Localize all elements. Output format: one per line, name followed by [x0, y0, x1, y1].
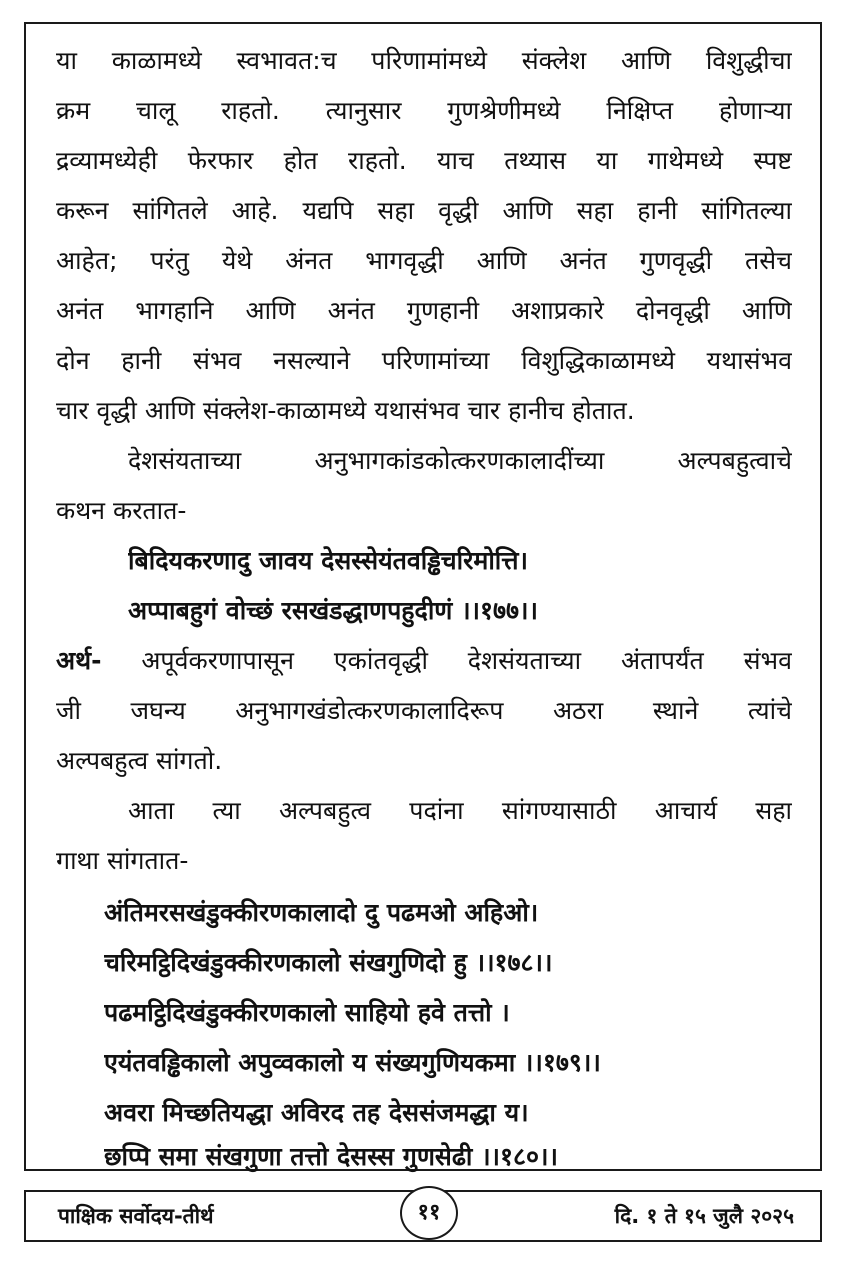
- verse-line: अप्पाबहुगं वोच्छं रसखंडद्धाणपहुदीणं ।।१७७।।: [128, 596, 538, 625]
- body-line: चार वृद्धी आणि संक्लेश-काळामध्ये यथासंभव चार हानीच होतात.: [56, 396, 635, 425]
- meaning-label: अर्थ-: [56, 646, 102, 675]
- body-line: दोन हानी संभव नसल्याने परिणामांच्या विशुद्धिकाळामध्ये यथासंभव: [56, 346, 792, 375]
- verse-line: पढमट्ठिदिखंडुक्कीरणकालो साहियो हवे तत्तो ।: [104, 998, 510, 1027]
- body-line: कथन करतात-: [56, 496, 187, 525]
- body-line: द्रव्यामध्येही फेरफार होत राहतो. याच तथ्यास या गाथेमध्ये स्पष्ट: [56, 146, 792, 175]
- meaning-line: [56, 636, 792, 686]
- verse-line: बिदियकरणादु जावय देसस्सेयंतवड्ढिचरिमोत्ति।: [128, 546, 529, 575]
- body-line: गाथा सांगतात-: [56, 846, 189, 875]
- page-frame: [24, 22, 822, 1171]
- body-line: आहेत; परंतु येथे अंनत भागवृद्धी आणि अनंत गुणवृद्धी तसेच: [56, 246, 792, 275]
- footer: [24, 1190, 822, 1242]
- verse-line: चरिमट्ठिदिखंडुक्कीरणकालो संखगुणिदो हु ।।१७८।।: [104, 948, 553, 977]
- body-line: या काळामध्ये स्वभावत:च परिणामांमध्ये संक्लेश आणि विशुद्धीचा: [56, 46, 792, 75]
- verse-line: छप्पि समा संखगुणा तत्तो देसस्स गुणसेढी ।।१८०।।: [104, 1142, 558, 1171]
- issue-date: दि. १ ते १५ जुलै २०२५: [614, 1204, 794, 1228]
- verse-line: एयंतवड्ढिकालो अपुव्वकालो य संख्यगुणियकमा ।।१७९।।: [104, 1048, 601, 1077]
- body-line: आता त्या अल्पबहुत्व पदांना सांगण्यासाठी आचार्य सहा: [128, 796, 792, 825]
- body-line: देशसंयताच्या अनुभागकांडकोत्करणकालादींच्या अल्पबहुत्वाचे: [128, 446, 792, 475]
- body-line: अनंत भागहानि आणि अनंत गुणहानी अशाप्रकारे दोनवृद्धी आणि: [56, 296, 792, 325]
- body-line: करून सांगितले आहे. यद्यपि सहा वृद्धी आणि सहा हानी सांगितल्या: [56, 196, 792, 225]
- publication-title: पाक्षिक सर्वोदय-तीर्थ: [58, 1204, 214, 1228]
- page-number: ११: [400, 1186, 458, 1240]
- body-line: अल्पबहुत्व सांगतो.: [56, 746, 223, 775]
- body-line: जी जघन्य अनुभागखंडोत्करणकालादिरूप अठरा स्थाने त्यांचे: [56, 696, 792, 725]
- body-line: क्रम चालू राहतो. त्यानुसार गुणश्रेणीमध्ये निक्षिप्त होणाऱ्या: [56, 96, 792, 125]
- verse-line: अवरा मिच्छतियद्धा अविरद तह देससंजमद्धा य।: [104, 1098, 529, 1127]
- meaning-text: अपूर्वकरणापासून एकांतवृद्धी देशसंयताच्या अंतापर्यंत संभव: [141, 646, 792, 675]
- verse-line: अंतिमरसखंडुक्कीरणकालादो दु पढमओ अहिओ।: [104, 898, 539, 927]
